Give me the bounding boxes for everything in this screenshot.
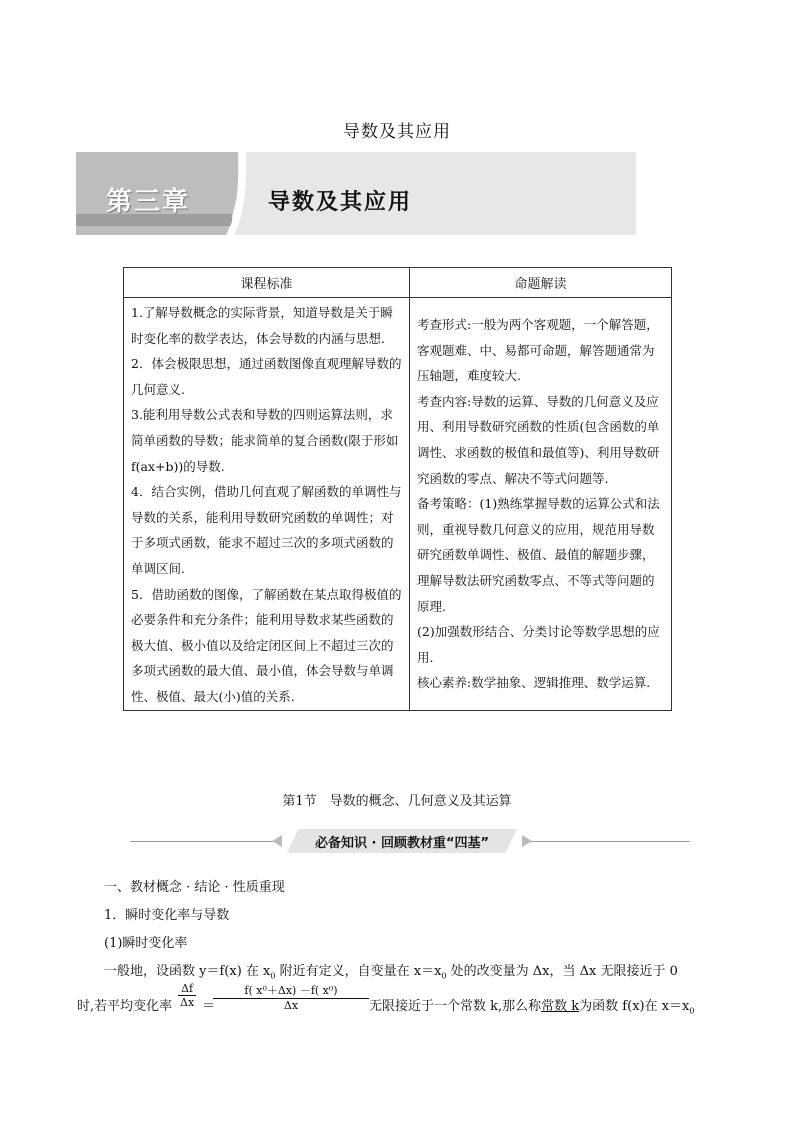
divider-line-left xyxy=(130,841,280,842)
fraction-denominator: Δx xyxy=(180,996,195,1009)
table-header-row xyxy=(124,268,672,298)
paragraph-line-2-end xyxy=(369,995,694,1016)
divider-text: 必备知识 · 回顾教材重“四基” xyxy=(314,836,490,851)
section-label: 第1节 导数的概念、几何意义及其运算 xyxy=(282,794,512,809)
text-run: 为函数 f(x)在 x＝x xyxy=(579,999,690,1014)
heading-rate-and-derivative: 1．瞬时变化率与导数 xyxy=(104,908,230,923)
paragraph-line-1 xyxy=(104,960,678,981)
analysis-item: 考查内容:导数的运算、导数的几何意义及应用、利用导数研究函数的性质(包含函数的单调性、求函数的极值和最值等)、利用导数研究函数的零点、解决不等式问题等. xyxy=(417,393,660,486)
table-row xyxy=(124,298,672,711)
standard-item: 5．借助函数的图像，了解函数在某点取得极值的必要条件和充分条件；能利用导数求某些函数的极大值、极小值以及给定闭区间上不超过三次的多项式函数的最大值、最小值，体会导数与单调性、极值、最大(小)值的关系. xyxy=(131,586,402,704)
section-divider xyxy=(130,829,690,857)
curriculum-table xyxy=(123,267,672,711)
exam-analysis-cell xyxy=(410,298,672,711)
chapter-number: 第三章 xyxy=(106,187,191,217)
equals-sign: ＝ xyxy=(202,999,216,1014)
analysis-item: (2)加强数形结合、分类讨论等数学思想的应用. xyxy=(417,624,660,665)
fraction-numerator: Δf xyxy=(178,982,196,996)
average-rate-fraction xyxy=(178,982,196,1009)
chapter-banner xyxy=(76,152,636,235)
standard-item: 2．体会极限思想，通过函数图像直观理解导数的几何意义. xyxy=(131,356,402,397)
heading-concepts: 一、教材概念 · 结论 · 性质重现 xyxy=(104,880,285,895)
fraction-denominator: Δx xyxy=(283,999,299,1012)
standard-item: 1.了解导数概念的实际背景，知道导数是关于瞬时变化率的数学表达，体会导数的内涵与思想. xyxy=(131,305,393,346)
underlined-term: 常数 k xyxy=(541,999,580,1014)
text-run: 无限接近于一个常数 k,那么称 xyxy=(369,999,542,1014)
text-run: 处的改变量为 Δx，当 Δx 无限接近于 0 xyxy=(446,964,678,979)
heading-instant-rate: (1)瞬时变化率 xyxy=(104,936,188,951)
subscript: 0 xyxy=(689,1006,695,1016)
divider-line-right xyxy=(522,841,690,842)
curriculum-standard-cell xyxy=(124,298,410,711)
divider-arrow-left-icon xyxy=(272,835,282,847)
chapter-title: 导数及其应用 xyxy=(268,189,413,215)
standard-item: 4．结合实例，借助几何直观了解函数的单调性与导数的关系，能利用导数研究函数的单调性；对于多项式函数，能求不超过三次的多项式函数的单调区间. xyxy=(131,484,402,576)
document-title: 导数及其应用 xyxy=(343,122,451,142)
text-run: 一般地，设函数 y＝f(x) 在 x xyxy=(104,964,271,979)
analysis-item: 考查形式:一般为两个客观题，一个解答题，客观题难、中、易都可命题，解答题通常为压轴题，难度较大. xyxy=(417,317,659,384)
analysis-item: 核心素养:数学抽象、逻辑推理、数学运算. xyxy=(417,675,651,691)
subscript: 0 xyxy=(270,971,276,981)
standard-item: 3.能利用导数公式表和导数的四则运算法则，求简单函数的导数；能求简单的复合函数(限于形如f(ax+b))的导数. xyxy=(131,407,399,474)
analysis-item: 备考策略：(1)熟练掌握导数的运算公式和法则，重视导数几何意义的应用，规范用导数研究函数单调性、极值、最值的解题步骤，理解导数法研究函数零点、不等式等问题的原理. xyxy=(417,496,660,614)
divider-arrow-right-icon xyxy=(522,835,532,847)
header-exam-analysis: 命题解读 xyxy=(410,268,672,298)
text-run: 附近有定义，自变量在 x＝x xyxy=(275,964,442,979)
header-curriculum-standard: 课程标准 xyxy=(124,268,410,298)
difference-quotient-fraction xyxy=(213,982,369,1012)
paragraph-line-2-start: 时,若平均变化率 xyxy=(77,999,173,1014)
fraction-numerator: f( x⁰＋Δx) －f( x⁰) xyxy=(213,982,369,999)
subscript: 0 xyxy=(441,971,447,981)
banner-swoosh-icon xyxy=(226,152,256,235)
